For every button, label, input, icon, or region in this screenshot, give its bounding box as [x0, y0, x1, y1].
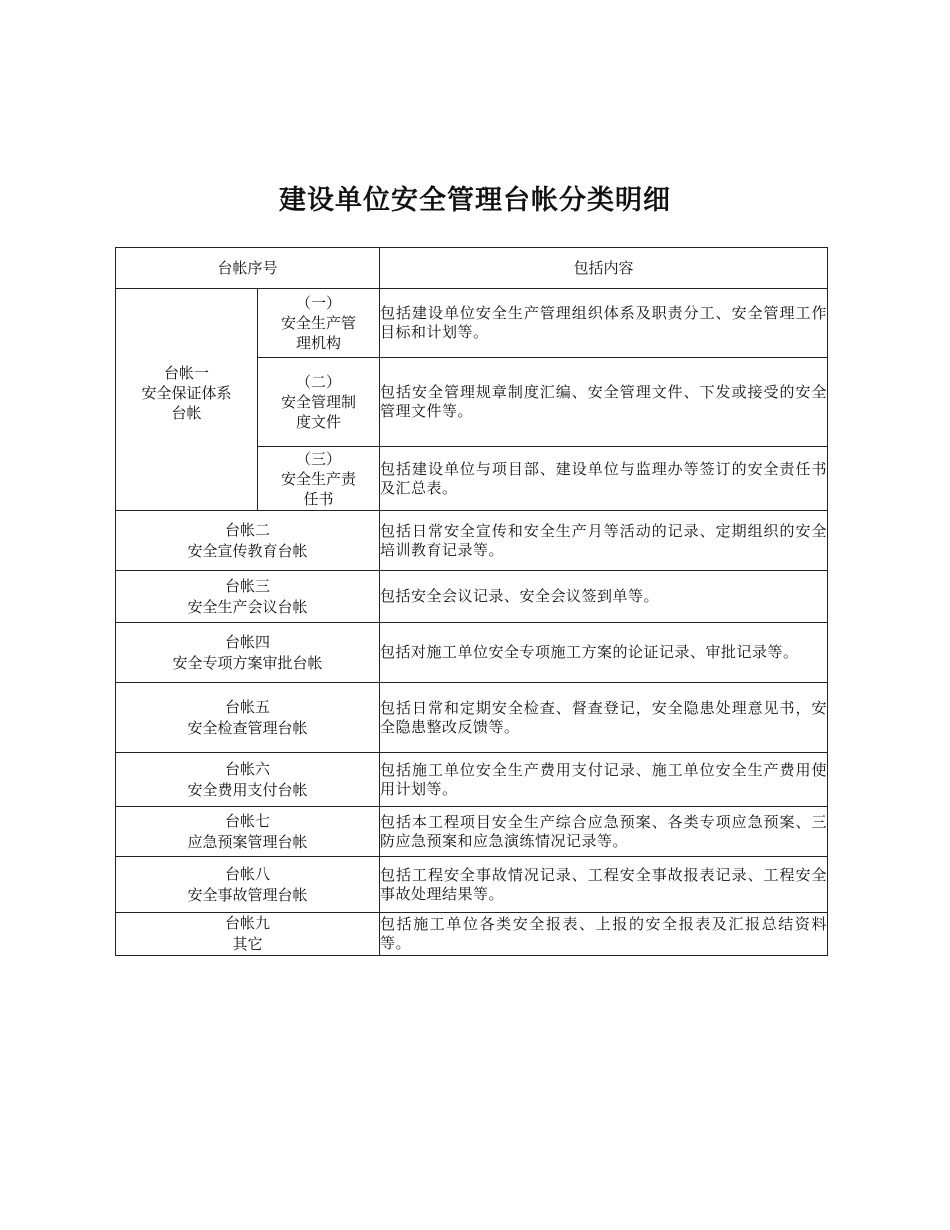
ledger-name: 安全费用支付台帐: [187, 780, 308, 799]
content-cell: 包括建设单位安全生产管理组织体系及职责分工、安全管理工作目标和计划等。: [380, 289, 828, 358]
sub-item-name: 安全生产责: [281, 469, 357, 488]
group-name-cell: [116, 289, 258, 511]
ledger-number: 台帐五: [225, 697, 271, 716]
sub-item-cell: [258, 289, 380, 358]
ledger-name-cell: [116, 511, 380, 571]
ledger-number: 台帐八: [225, 864, 271, 883]
ledger-name-cell: [116, 623, 380, 683]
sub-item-name: 任书: [303, 489, 334, 508]
ledger-name: 安全生产会议台帐: [187, 597, 308, 616]
ledger-number: 台帐六: [225, 759, 271, 778]
content-cell: 包括施工单位安全生产费用支付记录、施工单位安全生产费用使用计划等。: [380, 753, 828, 807]
ledger-name: 安全专项方案审批台帐: [172, 653, 323, 672]
ledger-name: 安全事故管理台帐: [187, 885, 308, 904]
ledger-number: 台帐四: [225, 632, 271, 651]
content-cell: 包括对施工单位安全专项施工方案的论证记录、审批记录等。: [380, 623, 828, 683]
sub-item-index: （一）: [296, 294, 342, 312]
table-row: [116, 913, 828, 956]
table-row: [116, 511, 828, 571]
group-name-line: 台帐: [171, 403, 202, 422]
sub-item-index: （三）: [296, 449, 342, 468]
table-row: [116, 683, 828, 753]
sub-item-name: 安全管理制: [281, 393, 357, 411]
table-row: [116, 623, 828, 683]
ledger-name: 应急预案管理台帐: [187, 832, 308, 851]
ledger-number: 台帐二: [225, 520, 271, 539]
ledger-name-cell: [116, 683, 380, 753]
ledger-number: 台帐九: [225, 914, 271, 932]
ledger-name-cell: [116, 857, 380, 913]
ledger-name-cell: [116, 753, 380, 807]
sub-item-name: 安全生产管: [281, 314, 357, 332]
ledger-number: 台帐三: [225, 576, 271, 595]
content-cell: 包括日常安全宣传和安全生产月等活动的记录、定期组织的安全培训教育记录等。: [380, 511, 828, 571]
content-cell: 包括安全会议记录、安全会议签到单等。: [380, 571, 828, 623]
table-row: [116, 807, 828, 857]
sub-item-name: 度文件: [296, 413, 342, 431]
group-number: 台帐一: [163, 363, 209, 382]
header-number: 台帐序号: [116, 248, 380, 289]
page-title: 建设单位安全管理台帐分类明细: [279, 185, 671, 216]
ledger-name: 其它: [232, 935, 263, 953]
sub-item-cell: [258, 358, 380, 447]
sub-item-cell: [258, 447, 380, 511]
ledger-number: 台帐七: [225, 811, 271, 830]
header-content: 包括内容: [380, 248, 828, 289]
content-cell: 包括日常和定期安全检查、督查登记，安全隐患处理意见书，安全隐患整改反馈等。: [380, 683, 828, 753]
table-row: [116, 857, 828, 913]
content-cell: 包括建设单位与项目部、建设单位与监理办等签订的安全责任书及汇总表。: [380, 447, 828, 511]
content-cell: 包括本工程项目安全生产综合应急预案、各类专项应急预案、三防应急预案和应急演练情况记录等。: [380, 807, 828, 857]
table-row: [116, 753, 828, 807]
ledger-name-cell: [116, 571, 380, 623]
sub-item-index: （二）: [296, 373, 342, 391]
ledger-table: [115, 247, 828, 956]
ledger-name-cell: [116, 913, 380, 956]
table-header-row: [116, 248, 828, 289]
ledger-name: 安全检查管理台帐: [187, 718, 308, 737]
table-row: [116, 289, 828, 358]
group-name-line: 安全保证体系: [141, 383, 232, 402]
content-cell: 包括施工单位各类安全报表、上报的安全报表及汇报总结资料等。: [380, 913, 828, 956]
ledger-name-cell: [116, 807, 380, 857]
content-cell: 包括安全管理规章制度汇编、安全管理文件、下发或接受的安全管理文件等。: [380, 358, 828, 447]
sub-item-name: 理机构: [296, 334, 342, 352]
table-row: [116, 571, 828, 623]
ledger-name: 安全宣传教育台帐: [187, 541, 308, 560]
content-cell: 包括工程安全事故情况记录、工程安全事故报表记录、工程安全事故处理结果等。: [380, 857, 828, 913]
